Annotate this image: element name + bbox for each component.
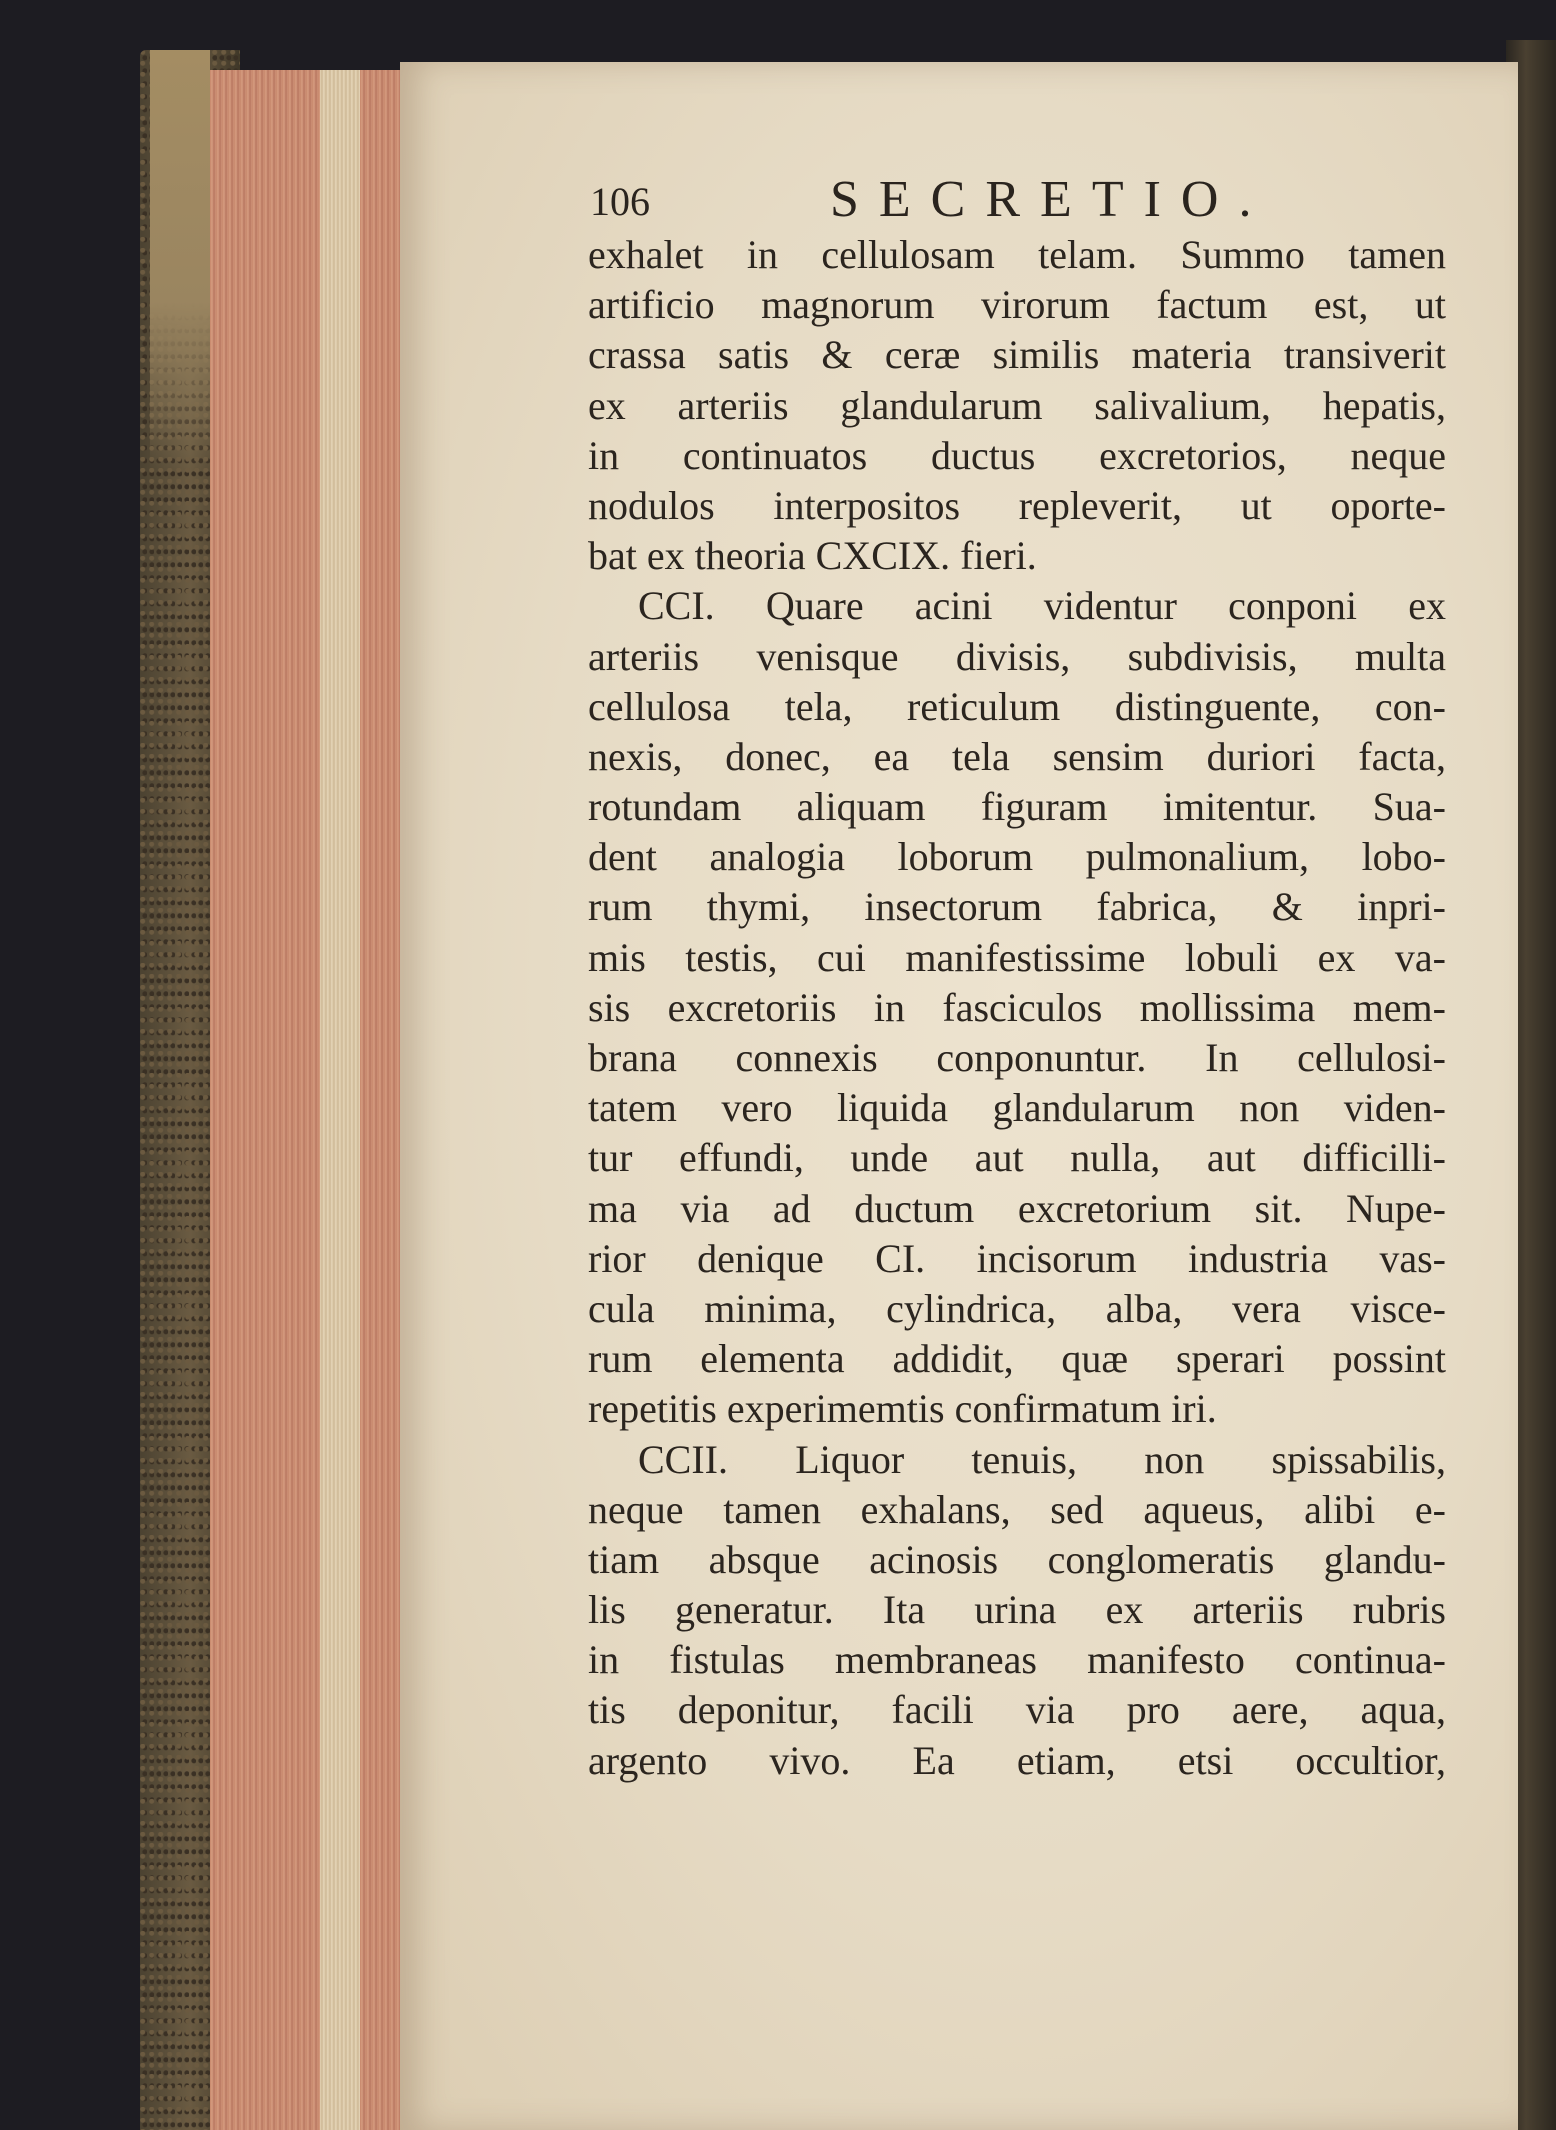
text-line: rum thymi, insectorum fabrica, & inpri- — [588, 884, 1446, 930]
text-line: ma via ad ductum excretorium sit. Nupe- — [588, 1185, 1446, 1231]
text-line: lis generatur. Ita urina ex arteriis rubris — [588, 1587, 1446, 1633]
text-line: bat ex theoria CXCIX. fieri. — [588, 533, 1037, 579]
text-line: crassa satis & ceræ similis materia transiverit — [588, 332, 1446, 378]
body-text — [588, 230, 1446, 1786]
text-line: tur effundi, unde aut nulla, aut difficilli- — [588, 1135, 1446, 1181]
page-edges-light — [320, 70, 360, 2130]
text-line: brana connexis conponuntur. In cellulosi- — [588, 1035, 1446, 1080]
text-line: cula minima, cylindrica, alba, vera visce- — [588, 1285, 1446, 1331]
running-title: SECRETIO. — [830, 171, 1272, 228]
text-line: tatem vero liquida glandularum non viden- — [588, 1085, 1446, 1131]
text-line: tiam absque acinosis conglomeratis glandu- — [588, 1536, 1446, 1582]
text-line: artificio magnorum virorum factum est, ut — [588, 282, 1446, 328]
text-line: CCI. Quare acini videntur conponi ex — [638, 583, 1446, 629]
text-line: rior denique CI. incisorum industria vas- — [588, 1235, 1446, 1281]
text-line: mis testis, cui manifestissime lobuli ex va- — [588, 934, 1446, 980]
text-line: rotundam aliquam figuram imitentur. Sua- — [588, 784, 1446, 830]
book-page — [400, 62, 1518, 2130]
text-line: cellulosa tela, reticulum distinguente, con- — [588, 683, 1446, 729]
text-line: ex arteriis glandularum salivalium, hepatis, — [588, 382, 1446, 428]
text-line: sis excretoriis in fasciculos mollissima mem- — [588, 984, 1446, 1030]
page-number: 106 — [590, 179, 650, 224]
text-line: argento vivo. Ea etiam, etsi occultior, — [588, 1737, 1446, 1783]
page-edges-red — [210, 70, 410, 2130]
text-line: tis deponitur, facili via pro aere, aqua, — [588, 1687, 1446, 1733]
text-line: rum elementa addidit, quæ sperari possint — [588, 1336, 1446, 1382]
text-line: arteriis venisque divisis, subdivisis, multa — [588, 633, 1446, 679]
book-cover-leather — [150, 50, 210, 470]
text-line: neque tamen exhalans, sed aqueus, alibi e- — [588, 1486, 1446, 1532]
text-line: nexis, donec, ea tela sensim duriori facta, — [588, 733, 1446, 779]
text-line: in fistulas membraneas manifesto continua- — [588, 1637, 1446, 1683]
text-line: in continuatos ductus excretorios, neque — [588, 432, 1446, 478]
text-line: repetitis experimemtis confirmatum iri. — [588, 1386, 1217, 1432]
text-line: nodulos interpositos repleverit, ut oporte- — [588, 482, 1446, 528]
text-line: exhalet in cellulosam telam. Summo tamen — [588, 232, 1446, 277]
text-line: dent analogia loborum pulmonalium, lobo- — [588, 834, 1446, 880]
text-line: CCII. Liquor tenuis, non spissabilis, — [638, 1436, 1446, 1482]
